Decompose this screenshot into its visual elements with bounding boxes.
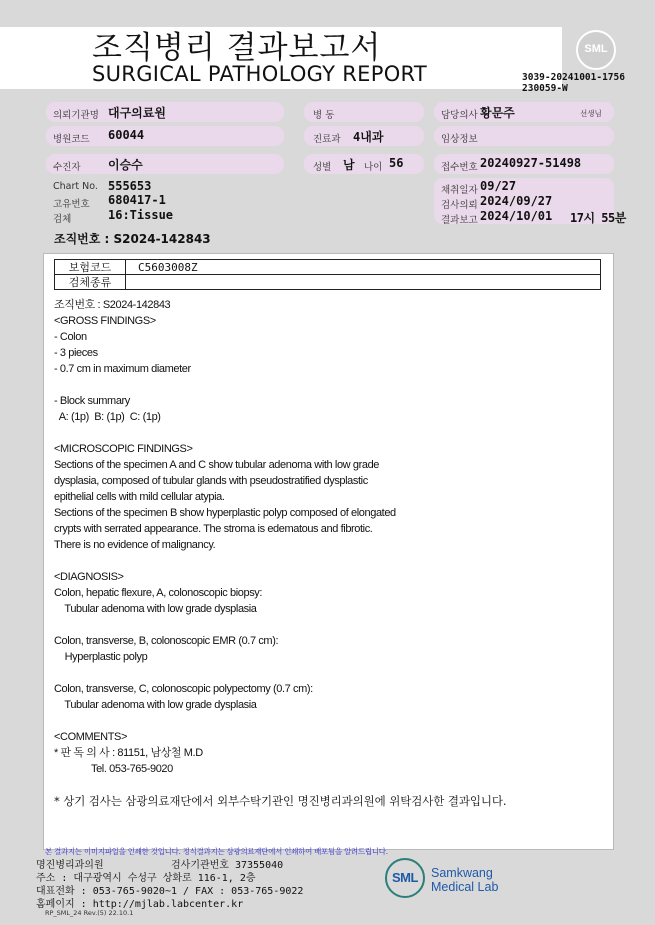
report-line: <COMMENTS>: [54, 731, 128, 743]
patient-label: 수진자: [53, 162, 81, 173]
report-line: - Block summary: [54, 395, 130, 407]
report-line: Colon, transverse, C, colonoscopic polypectomy (0.7 cm):: [54, 683, 313, 695]
insurance-table: [54, 259, 601, 290]
report-line: <MICROSCOPIC FINDINGS>: [54, 443, 193, 455]
report-line: [54, 713, 396, 729]
receipt-label: 접수번호: [441, 162, 478, 173]
report-time-value: 17시 55분: [570, 211, 626, 225]
print-notice: 본 결과지는 이미지파일을 인쇄한 것입니다. 정식결과지는 삼광의료재단에서 인쇄하여 배포됨을 알려드립니다.: [45, 847, 388, 856]
report-line: Tubular adenoma with low grade dysplasia: [54, 699, 257, 711]
receipt-value: 20240927-51498: [480, 156, 582, 170]
report-text: [54, 297, 396, 777]
report-line: - Colon: [54, 331, 87, 343]
sex-value: 남: [343, 158, 355, 172]
hospital-code-value: 60044: [108, 128, 145, 142]
specimen-label: 검체: [53, 214, 72, 225]
report-line: [54, 553, 396, 569]
report-title-korean: 조직병리 결과보고서: [92, 30, 382, 66]
report-line: <GROSS FINDINGS>: [54, 315, 156, 327]
patient-value: 이승수: [108, 158, 143, 172]
patient-box: [46, 154, 284, 174]
report-date-label: 결과보고: [441, 215, 478, 226]
form-code: RP_SML_24 Rev.(5) 22.10.1: [45, 909, 134, 917]
report-line: dysplasia, composed of tubular glands with pseudostratified dysplastic: [54, 475, 368, 487]
clinic-phone: 대표전화 : 053-765-9020~1 / FAX : 053-765-9022: [36, 886, 304, 897]
clinic-address: 주소 : 대구광역시 수성구 상화로 116-1, 2층: [36, 873, 256, 884]
sml-logo-icon: SML: [576, 30, 616, 70]
report-line: Hyperplastic polyp: [54, 651, 148, 663]
ward-label: 병 동: [313, 110, 335, 121]
doctor-value: 황문주: [480, 106, 515, 120]
report-line: crypts with serrated appearance. The stroma is edematous and fibrotic.: [54, 523, 373, 535]
doctor-label: 담당의사: [441, 110, 478, 121]
report-line: Colon, transverse, B, colonoscopic EMR (0.7 cm):: [54, 635, 279, 647]
unique-label: 고유번호: [53, 199, 90, 210]
report-date-value: 2024/10/01: [480, 209, 553, 223]
collect-value: 09/27: [480, 179, 517, 193]
chart-label: Chart No.: [53, 181, 98, 192]
specimen-type-label: 검체종류: [55, 275, 126, 290]
report-line: A: (1p) B: (1p) C: (1p): [54, 411, 161, 423]
outsourcing-note: * 상기 검사는 삼광의료재단에서 외부수탁기관인 명진병리과의원에 위탁검사한 결과입니다.: [54, 794, 507, 808]
specimen-value: 16:Tissue: [108, 208, 174, 222]
hospital-code-label: 병원코드: [53, 134, 90, 145]
report-title-english: SURGICAL PATHOLOGY REPORT: [92, 62, 428, 86]
clinical-label: 임상정보: [441, 134, 478, 145]
report-line: epithelial cells with mild cellular atypia.: [54, 491, 225, 503]
dept-label: 진료과: [313, 134, 341, 145]
age-value: 56: [389, 156, 404, 170]
chart-value: 555653: [108, 179, 152, 193]
lab-name-line1: Samkwang: [431, 866, 493, 880]
request-value: 2024/09/27: [480, 194, 553, 208]
table-row: [55, 260, 601, 275]
doctor-suffix: 선생님: [580, 109, 602, 118]
insurance-code-label: 보험코드: [55, 260, 126, 275]
requesting-org-value: 대구의료원: [108, 106, 166, 120]
report-line: [54, 617, 396, 633]
institution-number: 검사기관번호 37355040: [171, 860, 284, 871]
report-line: [54, 665, 396, 681]
sex-label: 성별: [313, 162, 332, 173]
dept-value: 4내과: [353, 130, 384, 144]
clinic-name: 명진병리과의원: [36, 860, 104, 871]
samkwang-logo-icon: SML: [385, 858, 425, 898]
report-line: Sections of the specimen B show hyperplastic polyp composed of elongated: [54, 507, 396, 519]
collect-label: 채취일자: [441, 185, 478, 196]
report-line: * 판 독 의 사 : 81151, 남상철 M.D: [54, 747, 203, 759]
report-line: [54, 425, 396, 441]
document-code-line1: 3039-20241001-1756: [522, 72, 625, 83]
report-line: Colon, hepatic flexure, A, colonoscopic biopsy:: [54, 587, 263, 599]
report-line: - 3 pieces: [54, 347, 98, 359]
report-line: <DIAGNOSIS>: [54, 571, 124, 583]
clinic-homepage: 홈페이지 : http://mjlab.labcenter.kr: [36, 899, 244, 910]
age-label: 나이: [364, 162, 383, 173]
document-code-line2: 230059-W: [522, 83, 568, 94]
report-line: - 0.7 cm in maximum diameter: [54, 363, 191, 375]
report-line: Tel. 053-765-9020: [54, 763, 173, 775]
unique-value: 680417-1: [108, 193, 166, 207]
table-row: [55, 275, 601, 290]
report-line: 조직번호 : S2024-142843: [54, 299, 171, 311]
tissue-number: 조직번호 : S2024-142843: [54, 232, 211, 246]
requesting-org-label: 의뢰기관명: [53, 110, 99, 121]
report-line: [54, 377, 396, 393]
lab-name-line2: Medical Lab: [431, 880, 499, 894]
insurance-code-value: C5603008Z: [126, 260, 601, 275]
specimen-type-value: [126, 275, 601, 290]
report-line: Sections of the specimen A and C show tubular adenoma with low grade: [54, 459, 380, 471]
report-line: Tubular adenoma with low grade dysplasia: [54, 603, 257, 615]
report-line: There is no evidence of malignancy.: [54, 539, 216, 551]
request-label: 검사의뢰: [441, 200, 478, 211]
